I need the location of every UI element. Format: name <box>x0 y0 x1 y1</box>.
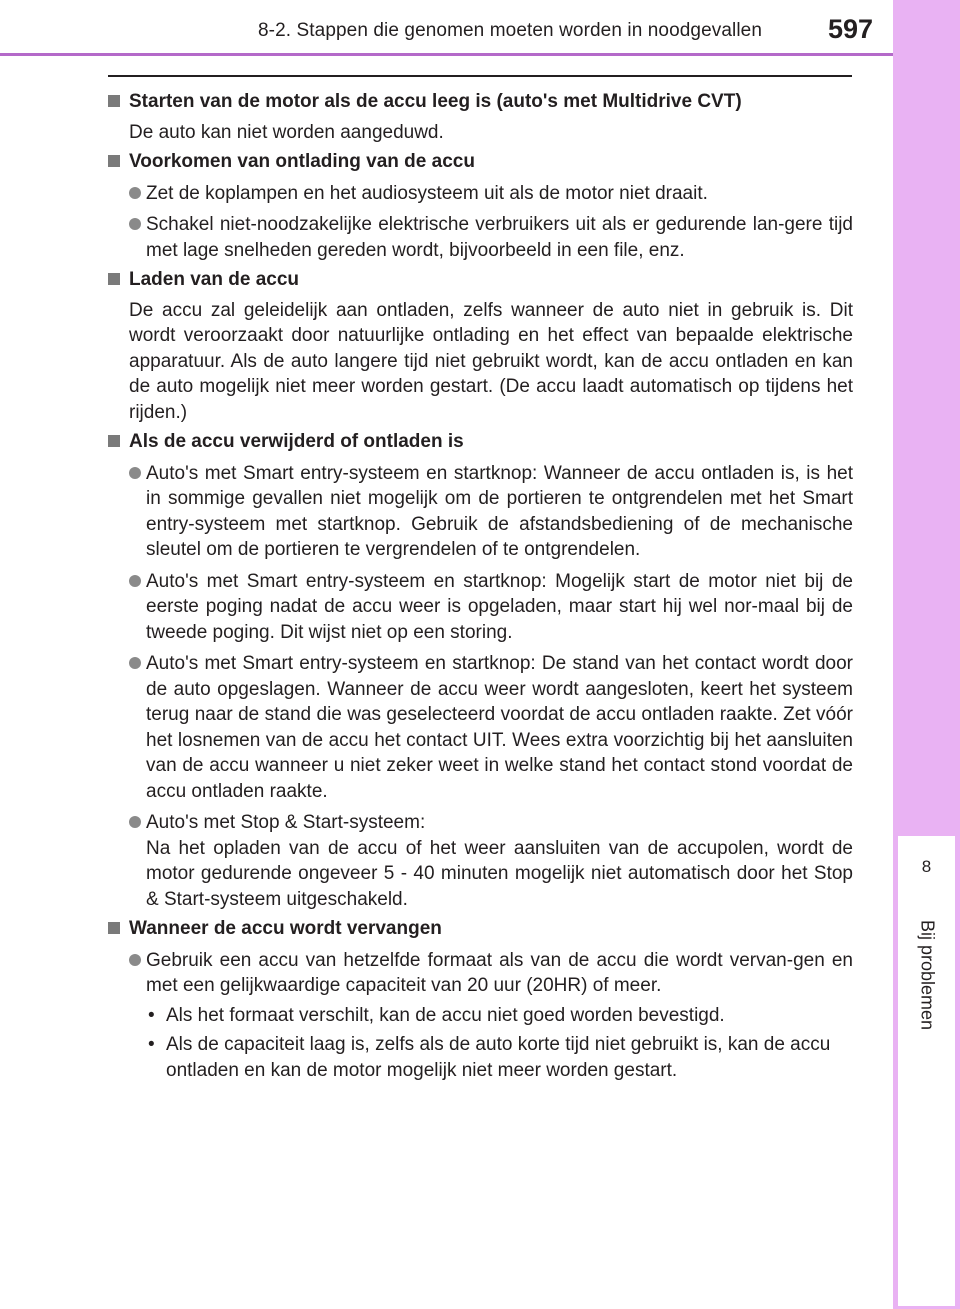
list-item <box>129 461 853 563</box>
section-paragraph: De accu zal geleidelijk aan ontladen, zelfs wanneer de auto niet in gebruik is. Dit wordt veroorzaakt door natuurlijke ontlading en het effect van bepaalde elektrische apparatuur. Als de auto langere tijd niet gebruikt wordt, kan de accu ontladen en kan de auto mogelijk niet meer worden gestart. (De accu laadt automatisch op tijdens het rijden.) <box>129 299 853 423</box>
sub-list-item <box>148 1003 853 1029</box>
section-heading <box>108 149 853 175</box>
section-heading <box>108 89 853 115</box>
list-item-text: Gebruik een accu van hetzelfde formaat als van de accu die wordt vervan-gen en met een gelijkwaardige capaciteit van 20 uur (20HR) of meer. <box>146 949 853 996</box>
round-bullet-icon <box>129 954 141 966</box>
side-tab-label-box <box>898 836 955 1306</box>
header-rule <box>0 53 893 56</box>
round-bullet-icon <box>129 575 141 587</box>
chapter-name-wrap <box>898 920 955 1060</box>
chapter-name: Bij problemen <box>917 920 937 1031</box>
list-item-text: Schakel niet-noodzakelijke elektrische verbruikers uit als er gedurende lan-gere tijd met lage snelheden gereden wordt, bijvoorbeeld in een file, enz. <box>146 214 853 261</box>
heading-text: Voorkomen van ontlading van de accu <box>129 151 475 172</box>
section-paragraph: De auto kan niet worden aangeduwd. <box>129 121 444 143</box>
list-item <box>129 948 853 999</box>
section-accu-vervangen <box>108 916 853 1083</box>
content-top-rule <box>108 75 852 77</box>
section-motor-starten <box>108 89 853 145</box>
sub-bullet-icon: • <box>148 1034 155 1055</box>
page-content <box>108 85 853 1083</box>
section-voorkomen-ontlading <box>108 149 853 263</box>
list-item <box>129 212 853 263</box>
square-bullet-icon <box>108 922 120 934</box>
heading-text: Starten van de motor als de accu leeg is (auto's met Multidrive CVT) <box>129 91 742 112</box>
round-bullet-icon <box>129 467 141 479</box>
square-bullet-icon <box>108 273 120 285</box>
list-item-text: Auto's met Smart entry-systeem en startknop: Mogelijk start de motor niet bij de eerste poging nadat de accu weer is opgeladen, maar start hij wel nor-maal bij de tweede poging. Dit wijst niet op een storing. <box>146 570 853 643</box>
section-title: 8-2. Stappen die genomen moeten worden in noodgevallen <box>258 20 762 41</box>
square-bullet-icon <box>108 435 120 447</box>
heading-text: Wanneer de accu wordt vervangen <box>129 918 442 939</box>
chapter-number: 8 <box>921 857 932 876</box>
list-item-text: Auto's met Smart entry-systeem en startknop: De stand van het contact wordt door de auto opgeslagen. Wanneer de accu weer wordt aangesloten, keert het systeem terug naar de stand die was geselecteerd voordat de accu ontladen raakte. Zet vóór het losnemen van de accu het contact UIT. Wees extra voorzichtig bij het aansluiten van de accu wanneer u niet zeker weet in welke stand het contact stond voordat de accu ontladen raakte. <box>146 653 853 802</box>
sub-list-item-text: Als het formaat verschilt, kan de accu niet goed worden bevestigd. <box>166 1004 725 1026</box>
list-item <box>129 181 853 207</box>
heading-text: Als de accu verwijderd of ontladen is <box>129 431 464 452</box>
list-item <box>129 569 853 646</box>
square-bullet-icon <box>108 155 120 167</box>
square-bullet-icon <box>108 95 120 107</box>
page-number: 597 <box>828 14 874 44</box>
section-heading <box>108 267 853 293</box>
sub-list-item-text: Als de capaciteit laag is, zelfs als de auto korte tijd niet gebruikt is, kan de accu ontladen en kan de motor mogelijk niet meer worden gestart. <box>166 1034 831 1081</box>
round-bullet-icon <box>129 816 141 828</box>
list-item-text: Zet de koplampen en het audiosysteem uit als de motor niet draait. <box>146 182 708 204</box>
heading-text: Laden van de accu <box>129 269 300 290</box>
section-laden-accu <box>108 267 853 425</box>
list-item-text: Auto's met Smart entry-systeem en startknop: Wanneer de accu ontladen is, is het in sommige gevallen niet mogelijk om de portieren te ontgrendelen met het Smart entry-systeem met startknop. Gebruik de afstandsbediening of de mechanische sleutel om de portieren te vergrendelen of te ontgrendelen. <box>146 462 853 560</box>
sub-bullet-icon: • <box>148 1004 155 1026</box>
round-bullet-icon <box>129 187 141 199</box>
list-item <box>129 810 853 912</box>
list-item-text: Auto's met Stop & Start-systeem: Na het opladen van de accu of het weer aansluiten van de accupolen, wordt de motor gedurende ongeveer 5 - 40 minuten mogelijk niet automatisch door het Stop & Start-systeem uitgeschakeld. <box>146 812 853 910</box>
section-accu-verwijderd <box>108 429 853 912</box>
round-bullet-icon <box>129 218 141 230</box>
sub-list-item <box>148 1032 853 1083</box>
list-item <box>129 651 853 804</box>
section-heading <box>108 429 853 455</box>
section-heading <box>108 916 853 942</box>
round-bullet-icon <box>129 657 141 669</box>
